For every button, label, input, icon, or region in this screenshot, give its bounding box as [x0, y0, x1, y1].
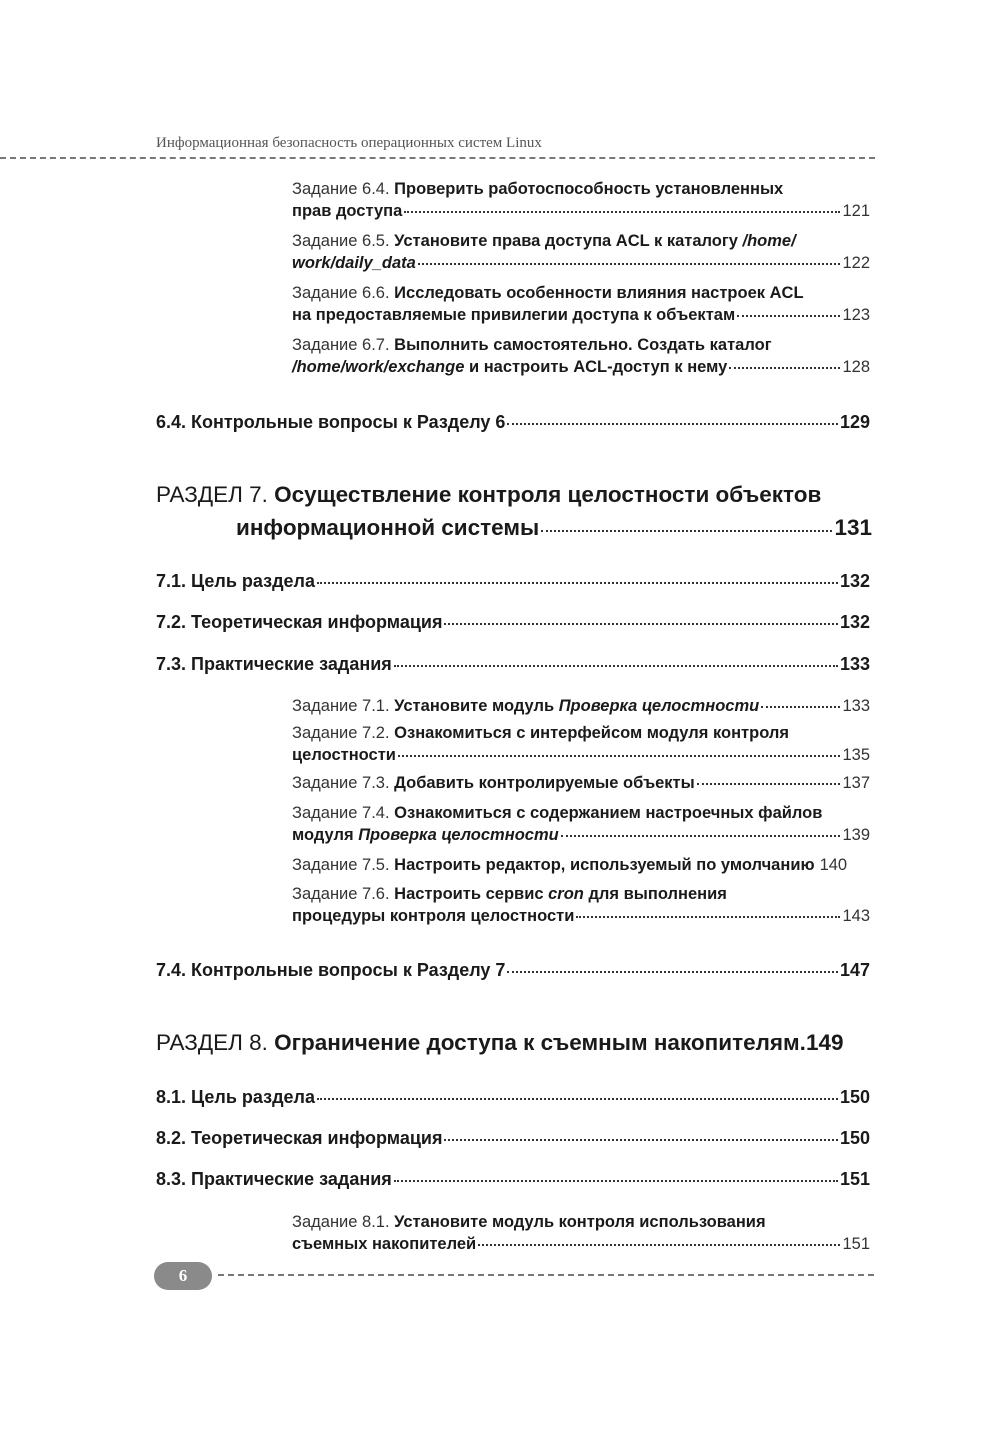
dot-leader: [737, 315, 840, 317]
dot-leader: [761, 706, 840, 708]
task-label: Задание 6.4.: [292, 180, 390, 198]
dot-leader: [478, 1244, 840, 1246]
section-title: 7.2. Теоретическая информация: [156, 612, 443, 632]
toc-section-8-1[interactable]: [156, 1085, 870, 1109]
dot-leader: [576, 916, 840, 918]
page-ref: 147: [839, 960, 870, 980]
page-ref: 133: [839, 654, 870, 674]
toc-task-7-6[interactable]: [292, 883, 870, 927]
dot-leader: [398, 755, 841, 757]
dot-leader: [317, 1098, 838, 1100]
dot-leader: [729, 367, 840, 369]
task-title: Ознакомиться с содержанием настроечных файлов: [394, 804, 823, 822]
task-label: Задание 7.6.: [292, 885, 390, 903]
page-ref: 123: [842, 306, 870, 324]
toc-task-7-1[interactable]: [292, 695, 870, 717]
task-title-cont: и настроить ACL-доступ к нему: [464, 358, 728, 376]
toc-task-7-3[interactable]: [292, 772, 870, 794]
page-number: 6: [178, 1266, 188, 1285]
dot-leader: [404, 211, 840, 213]
dot-leader: [317, 582, 838, 584]
section-title: 8.3. Практические задания: [156, 1169, 392, 1189]
task-label: Задание 7.1.: [292, 697, 390, 715]
task-title: Проверить работоспособность установленных: [394, 180, 784, 198]
task-title-cont: для выполнения: [583, 885, 727, 903]
task-title: Добавить контролируемые объекты: [394, 774, 695, 792]
dot-leader: [394, 665, 838, 667]
task-title-cont: на предоставляемые привилегии доступа к объектам: [292, 306, 736, 324]
task-title: Настроить редактор, используемый по умолчанию: [394, 856, 815, 874]
task-label: Задание 6.7.: [292, 336, 390, 354]
part-title: Ограничение доступа к съемным накопителям.: [274, 1030, 806, 1055]
task-title: Установите модуль: [394, 697, 559, 715]
task-title-cont: съемных накопителей: [292, 1235, 477, 1253]
dot-leader: [507, 423, 838, 425]
page-ref: 149: [805, 1030, 844, 1055]
task-title: Ознакомиться с интерфейсом модуля контроля: [394, 724, 789, 742]
page-ref: 129: [839, 412, 870, 432]
task-title-em: Проверка целостности: [358, 826, 559, 844]
toc-part-7[interactable]: [156, 478, 870, 544]
toc-task-6-5[interactable]: [292, 230, 870, 274]
dot-leader: [507, 971, 838, 973]
task-title-cont: прав доступа: [292, 202, 403, 220]
task-title-cont: процедуры контроля целостности: [292, 907, 575, 925]
page-ref: 150: [839, 1087, 870, 1107]
toc-part-8[interactable]: [156, 1026, 870, 1059]
toc-task-6-6[interactable]: [292, 282, 870, 326]
page-ref: 122: [842, 254, 870, 272]
toc-task-7-2[interactable]: [292, 722, 870, 766]
task-title-path: /home/: [742, 232, 796, 250]
header-rule: [0, 157, 875, 159]
task-title-cont: модуля: [292, 826, 359, 844]
section-title: 6.4. Контрольные вопросы к Разделу 6: [156, 412, 506, 432]
part-title: Осуществление контроля целостности объектов: [274, 482, 822, 507]
page-ref: 121: [842, 202, 870, 220]
dot-leader: [541, 530, 832, 532]
task-title-em: cron: [548, 885, 584, 903]
section-title: 7.3. Практические задания: [156, 654, 392, 674]
page-ref: 143: [842, 907, 870, 925]
dot-leader: [561, 835, 841, 837]
task-title: Исследовать особенности влияния настроек ACL: [394, 284, 804, 302]
task-title: Настроить сервис: [394, 885, 549, 903]
task-label: Задание 7.5.: [292, 856, 390, 874]
part-label: РАЗДЕЛ 7.: [156, 482, 268, 507]
page-ref: 140: [819, 856, 848, 874]
task-title: Выполнить самостоятельно. Создать каталог: [394, 336, 772, 354]
task-label: Задание 7.3.: [292, 774, 390, 792]
page-ref: 131: [834, 515, 872, 540]
section-title: 8.1. Цель раздела: [156, 1087, 315, 1107]
task-label: Задание 7.4.: [292, 804, 390, 822]
page-ref: 135: [842, 746, 870, 764]
page-ref: 132: [839, 571, 870, 591]
dot-leader: [418, 263, 841, 265]
part-title-cont: информационной системы: [236, 515, 540, 540]
page-ref: 132: [839, 612, 870, 632]
task-title-path: /home/work/exchange: [292, 358, 465, 376]
footer-rule: [218, 1274, 874, 1276]
page-ref: 151: [842, 1235, 870, 1253]
toc-section-8-3[interactable]: [156, 1167, 870, 1191]
toc-task-7-4[interactable]: [292, 802, 870, 846]
toc-task-8-1[interactable]: [292, 1211, 870, 1255]
section-title: 7.4. Контрольные вопросы к Разделу 7: [156, 960, 506, 980]
task-title-em: Проверка целостности: [558, 697, 760, 715]
task-title-cont: целостности: [292, 746, 396, 764]
dot-leader: [697, 783, 841, 785]
toc-task-7-5[interactable]: [292, 854, 870, 876]
task-title: Установите модуль контроля использования: [394, 1213, 766, 1231]
page-ref: 128: [842, 358, 870, 376]
toc-section-7-3[interactable]: [156, 652, 870, 676]
toc-section-7-1[interactable]: [156, 569, 870, 593]
task-title: Установите права доступа ACL к каталогу: [394, 232, 743, 250]
part-label: РАЗДЕЛ 8.: [156, 1030, 268, 1055]
page-ref: 137: [842, 774, 870, 792]
task-label: Задание 8.1.: [292, 1213, 390, 1231]
page-ref: 150: [839, 1128, 870, 1148]
toc-task-6-7[interactable]: [292, 334, 870, 378]
toc-section-7-2[interactable]: [156, 610, 870, 634]
task-label: Задание 6.6.: [292, 284, 390, 302]
toc-section-6-4[interactable]: [156, 410, 870, 434]
task-title-path-cont: work/daily_data: [292, 254, 416, 272]
page-ref: 151: [839, 1169, 870, 1189]
section-title: 7.1. Цель раздела: [156, 571, 315, 591]
running-head: Информационная безопасность операционных систем Linux: [156, 135, 542, 151]
task-label: Задание 7.2.: [292, 724, 390, 742]
dot-leader: [444, 1139, 837, 1141]
page-ref: 133: [842, 697, 870, 715]
toc-section-7-4[interactable]: [156, 958, 870, 982]
task-label: Задание 6.5.: [292, 232, 390, 250]
toc-section-8-2[interactable]: [156, 1126, 870, 1150]
section-title: 8.2. Теоретическая информация: [156, 1128, 443, 1148]
toc-task-6-4[interactable]: [292, 178, 870, 222]
page-number-badge: [154, 1262, 212, 1290]
page-ref: 139: [842, 826, 870, 844]
dot-leader: [444, 623, 837, 625]
dot-leader: [394, 1180, 838, 1182]
